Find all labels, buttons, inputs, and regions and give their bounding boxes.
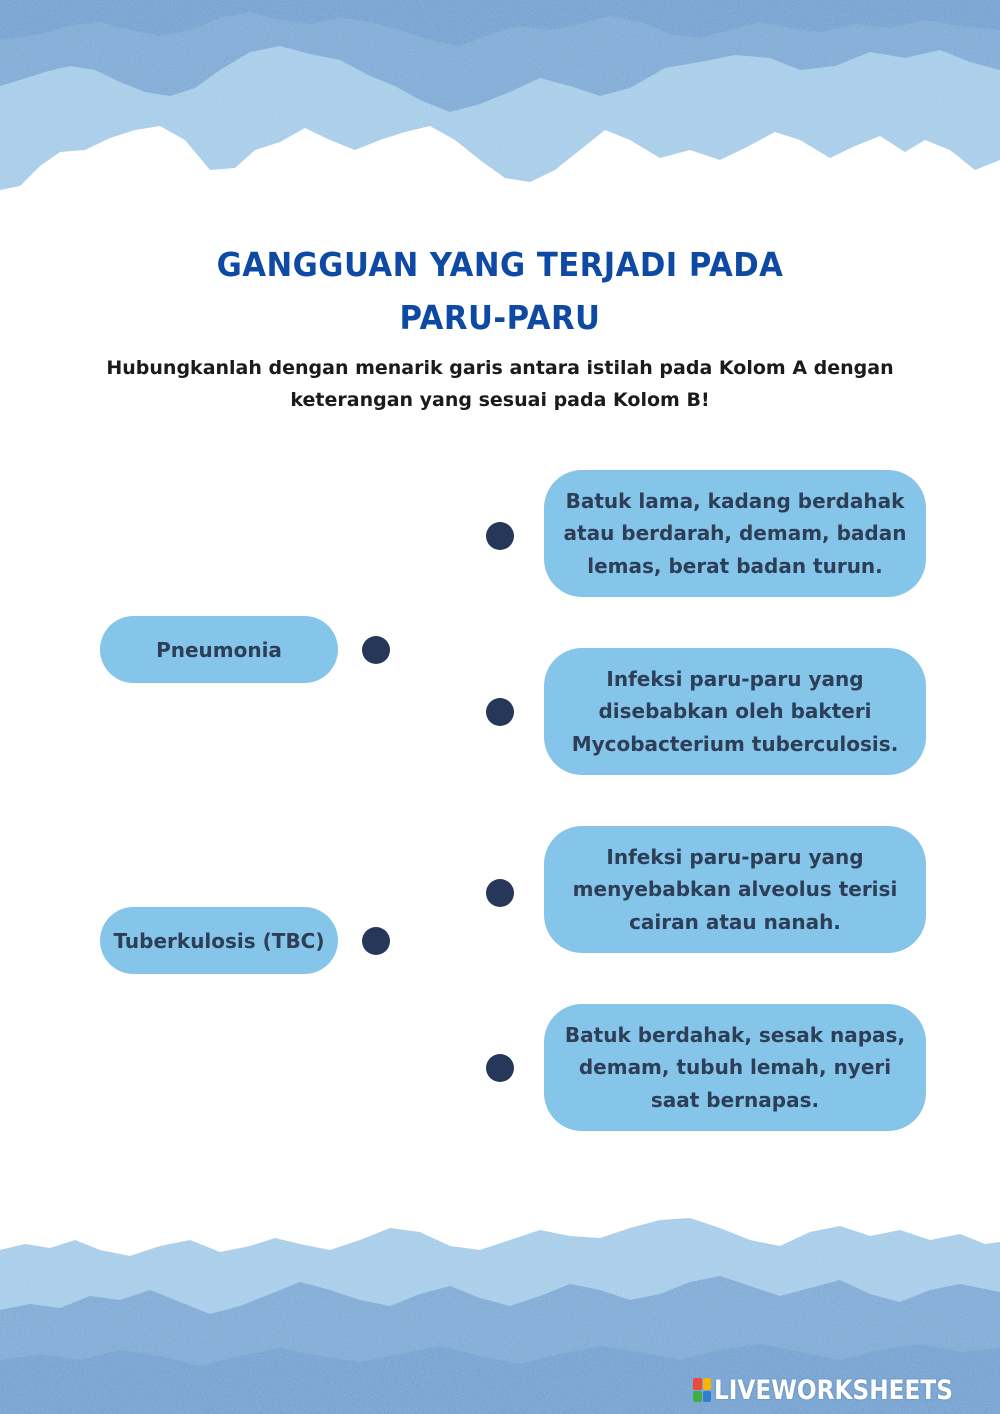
- description-line: cairan atau nanah.: [629, 909, 841, 934]
- top-watercolor-decoration: [0, 0, 1000, 210]
- liveworksheets-logo: [693, 1373, 992, 1407]
- description-3-connector-dot[interactable]: [486, 879, 514, 907]
- description-line: Mycobacterium tuberculosis.: [571, 731, 899, 756]
- description-4-connector-dot[interactable]: [486, 1054, 514, 1082]
- description-line: atau berdarah, demam, badan: [563, 521, 907, 546]
- description-1-connector-dot[interactable]: [486, 522, 514, 550]
- description-2: [544, 648, 926, 775]
- term-pneumonia-connector-dot[interactable]: [362, 636, 390, 664]
- description-line: lemas, berat badan turun.: [587, 553, 883, 578]
- description-1: [544, 470, 926, 597]
- page-title-line-2: PARU-PARU: [399, 298, 601, 337]
- liveworksheets-logo-text: LIVEWORKSHEETS: [714, 1374, 953, 1406]
- description-line: demam, tubuh lemah, nyeri: [578, 1055, 892, 1080]
- description-line: Infeksi paru-paru yang: [606, 666, 864, 691]
- instruction-line-2: keterangan yang sesuai pada Kolom B!: [290, 389, 710, 411]
- description-4: [544, 1004, 926, 1131]
- description-2-connector-dot[interactable]: [486, 698, 514, 726]
- liveworksheets-logo-icon: [693, 1378, 711, 1402]
- term-tuberkulosis: [100, 907, 338, 974]
- term-tuberkulosis-connector-dot[interactable]: [362, 927, 390, 955]
- term-pneumonia: [100, 616, 338, 683]
- description-3: [544, 826, 926, 953]
- term-label: Pneumonia: [156, 637, 282, 662]
- description-line: menyebabkan alveolus terisi: [572, 877, 898, 902]
- instruction-line-1: Hubungkanlah dengan menarik garis antara istilah pada Kolom A dengan: [106, 357, 894, 379]
- page-title-line-1: GANGGUAN YANG TERJADI PADA: [216, 245, 784, 284]
- description-line: Batuk lama, kadang berdahak: [565, 488, 905, 513]
- instruction-text: [100, 352, 900, 416]
- description-line: Batuk berdahak, sesak napas,: [564, 1022, 906, 1047]
- description-line: disebabkan oleh bakteri: [598, 699, 872, 724]
- description-line: saat bernapas.: [650, 1087, 820, 1112]
- description-line: Infeksi paru-paru yang: [606, 844, 864, 869]
- term-label: Tuberkulosis (TBC): [113, 928, 325, 953]
